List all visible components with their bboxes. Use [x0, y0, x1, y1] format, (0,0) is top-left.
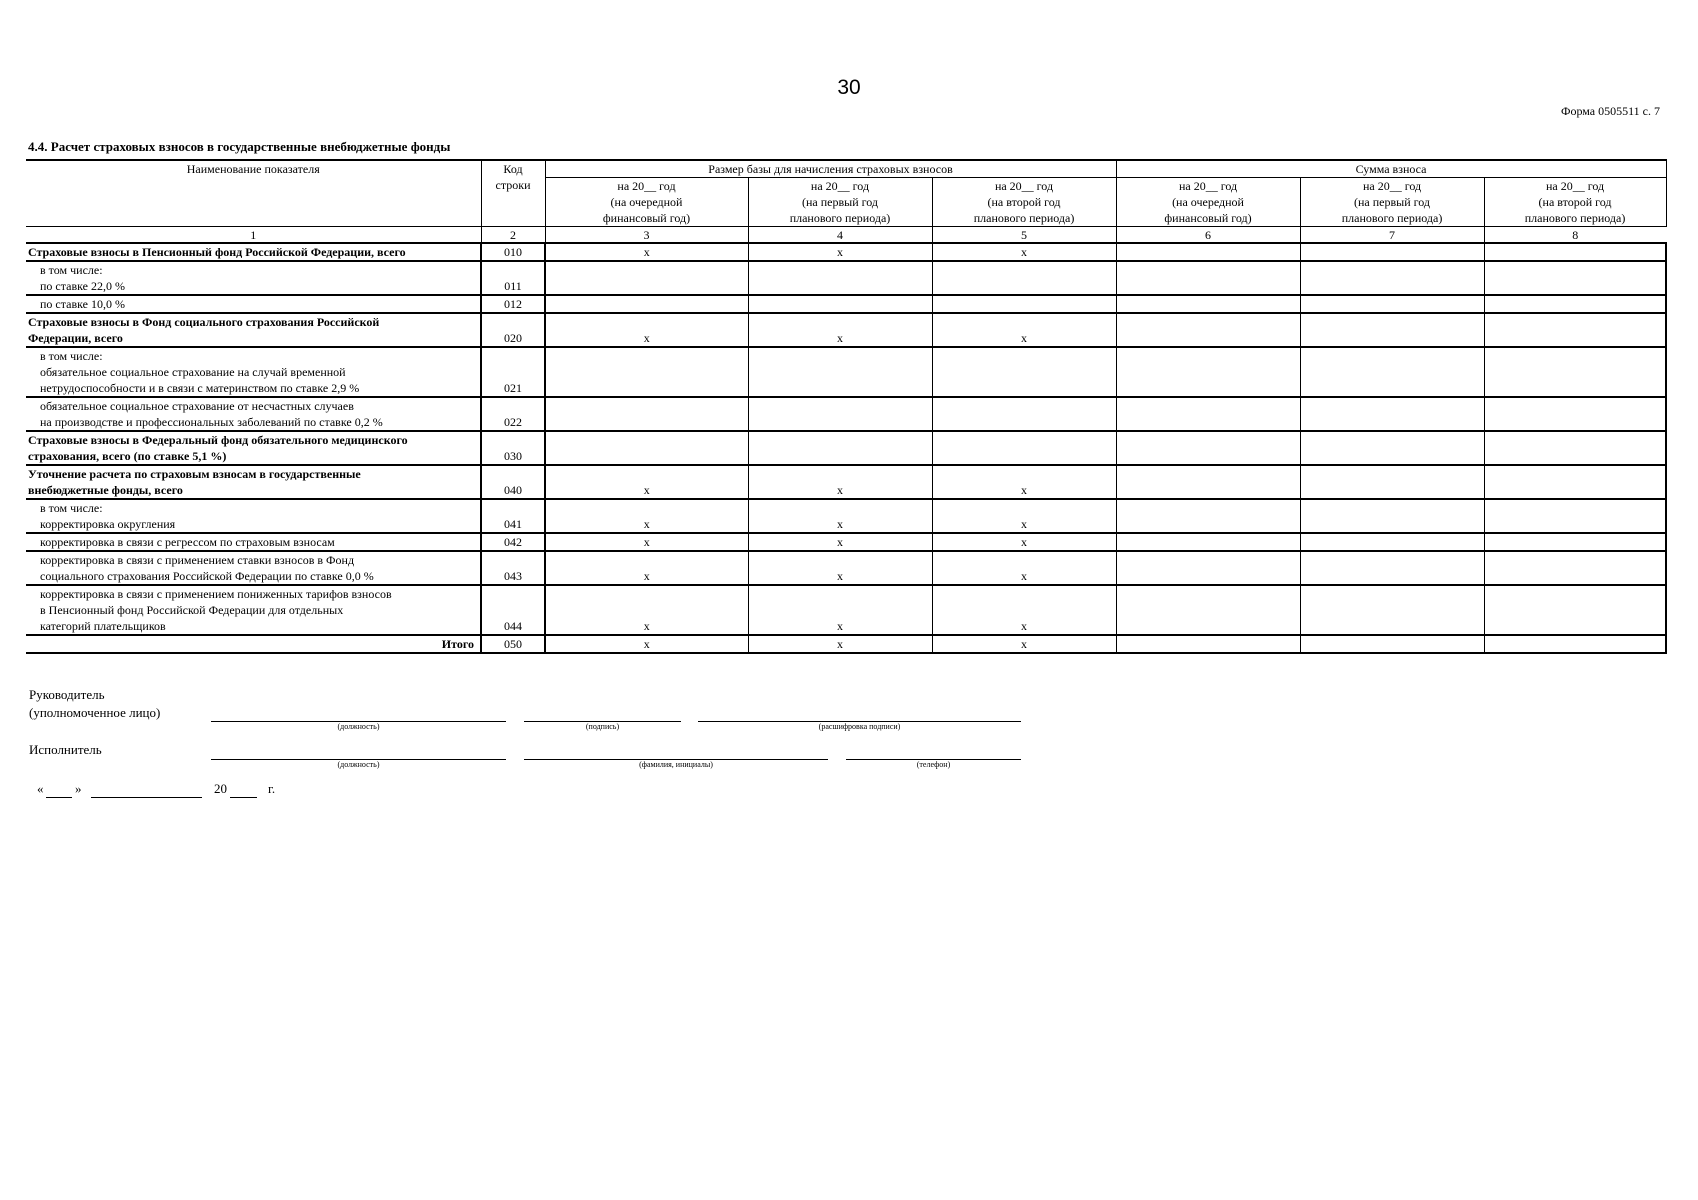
base-value-cell[interactable]: x [748, 243, 932, 261]
header-period-line: (на второй год [1538, 195, 1612, 209]
row-code: 011 [481, 261, 545, 295]
header-period-line: (на первый год [1354, 195, 1431, 209]
row-name-line: внебюджетные фонды, всего [28, 483, 183, 497]
row-name-line: социального страхования Российской Федерации по ставке 0,0 % [40, 569, 374, 583]
row-name [26, 551, 481, 585]
contributions-table [26, 159, 1667, 654]
contribution-value-cell[interactable] [1300, 551, 1484, 585]
column-number: 5 [932, 227, 1116, 244]
header-period-line: на 20__ год [810, 179, 870, 193]
contribution-value-cell[interactable] [1300, 397, 1484, 431]
base-value-cell[interactable]: x [748, 499, 932, 533]
table-row [26, 465, 1666, 499]
page-number: 30 [837, 76, 861, 99]
total-label: Итого [26, 635, 481, 653]
row-name [26, 431, 481, 465]
contribution-value-cell[interactable] [1116, 295, 1300, 313]
contribution-value-cell[interactable] [1300, 465, 1484, 499]
base-value-cell[interactable]: x [748, 465, 932, 499]
base-value-cell[interactable] [932, 347, 1116, 397]
row-name [26, 243, 481, 261]
head-label-line2: (уполномоченное лицо) [29, 705, 161, 720]
row-code: 030 [481, 431, 545, 465]
row-name-line: по ставке 22,0 % [40, 279, 125, 293]
header-period-6 [1116, 178, 1300, 227]
row-name-line: корректировка в связи с применением пониженных тарифов взносов [40, 587, 392, 601]
base-value-cell[interactable] [748, 295, 932, 313]
row-name-line: корректировка округления [40, 517, 176, 531]
table-row [26, 313, 1666, 347]
row-name [26, 295, 481, 313]
header-period-7 [1300, 178, 1484, 227]
base-value-cell[interactable] [932, 295, 1116, 313]
row-code: 022 [481, 397, 545, 431]
row-name-line: на производстве и профессиональных заболеваний по ставке 0,2 % [40, 415, 383, 429]
base-value-cell[interactable]: x [545, 243, 748, 261]
date-year-prefix: 20 [214, 781, 227, 796]
row-name [26, 397, 481, 431]
date-day-line[interactable] [46, 797, 72, 798]
row-name-line: обязательное социальное страхование от несчастных случаев [40, 399, 354, 413]
header-group-sum: Сумма взноса [1116, 160, 1666, 178]
column-number: 8 [1484, 227, 1666, 244]
contribution-value-cell[interactable] [1116, 499, 1300, 533]
row-code: 010 [481, 243, 545, 261]
contribution-value-cell[interactable] [1300, 347, 1484, 397]
contribution-value-cell[interactable] [1484, 313, 1666, 347]
header-code-line1: Код [503, 162, 523, 176]
base-value-cell[interactable]: x [545, 635, 748, 653]
base-value-cell[interactable]: x [748, 585, 932, 635]
contribution-value-cell[interactable] [1116, 397, 1300, 431]
row-name-line: по ставке 10,0 % [40, 297, 125, 311]
header-code-col [481, 160, 545, 227]
base-value-cell[interactable]: x [932, 551, 1116, 585]
header-name-col: Наименование показателя [26, 160, 481, 227]
contribution-value-cell[interactable] [1484, 397, 1666, 431]
base-value-cell[interactable]: x [932, 635, 1116, 653]
header-period-line: финансовый год) [602, 211, 691, 225]
header-period-8 [1484, 178, 1666, 227]
section-title: 4.4. Расчет страховых взносов в государственные внебюджетные фонды [28, 139, 451, 154]
row-name-line: нетрудоспособности и в связи с материнством по ставке 2,9 % [40, 381, 360, 395]
contribution-value-cell[interactable] [1116, 585, 1300, 635]
base-value-cell[interactable] [748, 261, 932, 295]
base-value-cell[interactable] [545, 347, 748, 397]
date-month-line[interactable] [91, 797, 202, 798]
contribution-value-cell[interactable] [1484, 465, 1666, 499]
row-name-line: Страховые взносы в Пенсионный фонд Российской Федерации, всего [28, 245, 406, 259]
caption-phone: (телефон) [916, 760, 951, 769]
contribution-value-cell[interactable] [1116, 635, 1300, 653]
base-value-cell[interactable] [932, 431, 1116, 465]
contribution-value-cell[interactable] [1300, 243, 1484, 261]
header-period-line: финансовый год) [1164, 211, 1252, 225]
contribution-value-cell[interactable] [1116, 243, 1300, 261]
header-period-line: (на очередной [1172, 195, 1244, 209]
base-value-cell[interactable]: x [545, 551, 748, 585]
row-code: 021 [481, 347, 545, 397]
header-period-line: планового периода) [789, 211, 891, 225]
row-code: 050 [481, 635, 545, 653]
row-name-line: страхования, всего (по ставке 5,1 %) [28, 449, 227, 463]
contribution-value-cell[interactable] [1484, 347, 1666, 397]
header-period-line: на 20__ год [617, 179, 676, 193]
contribution-value-cell[interactable] [1484, 295, 1666, 313]
contribution-value-cell[interactable] [1116, 347, 1300, 397]
header-period-line: на 20__ год [994, 179, 1054, 193]
base-value-cell[interactable]: x [545, 465, 748, 499]
row-name [26, 313, 481, 347]
row-name [26, 585, 481, 635]
header-period-line: на 20__ год [1545, 179, 1605, 193]
row-name-line: корректировка в связи с регрессом по страховым взносам [40, 535, 335, 549]
header-group-base: Размер базы для начисления страховых взносов [545, 160, 1116, 178]
base-value-cell[interactable] [748, 397, 932, 431]
contribution-value-cell[interactable] [1484, 261, 1666, 295]
base-value-cell[interactable] [545, 295, 748, 313]
row-code: 042 [481, 533, 545, 551]
base-value-cell[interactable] [932, 261, 1116, 295]
caption-fio: (фамилия, инициалы) [639, 760, 713, 769]
row-name [26, 499, 481, 533]
contribution-value-cell[interactable] [1484, 431, 1666, 465]
form-code: Форма 0505511 с. 7 [1560, 104, 1660, 118]
table-row [26, 397, 1666, 431]
header-period-4 [748, 178, 932, 227]
row-name-line: Федерации, всего [28, 331, 123, 345]
column-number: 6 [1116, 227, 1300, 244]
table-row [26, 431, 1666, 465]
base-value-cell[interactable]: x [545, 499, 748, 533]
row-code: 043 [481, 551, 545, 585]
contribution-value-cell[interactable] [1484, 585, 1666, 635]
contribution-value-cell[interactable] [1116, 313, 1300, 347]
date-year-line[interactable] [230, 797, 257, 798]
row-code: 044 [481, 585, 545, 635]
executor-label: Исполнитель [29, 742, 102, 757]
row-name-line: категорий плательщиков [40, 619, 166, 633]
contribution-value-cell[interactable] [1484, 551, 1666, 585]
contribution-value-cell[interactable] [1484, 243, 1666, 261]
row-name-line: Уточнение расчета по страховым взносам в государственные [28, 467, 361, 481]
header-period-5 [932, 178, 1116, 227]
base-value-cell[interactable]: x [932, 243, 1116, 261]
header-period-line: планового периода) [1341, 211, 1443, 225]
caption-decode: (расшифровка подписи) [818, 722, 901, 731]
contribution-value-cell[interactable] [1300, 261, 1484, 295]
table-row [26, 635, 1666, 653]
row-code: 020 [481, 313, 545, 347]
header-period-line: (на первый год [801, 195, 879, 209]
head-label [29, 686, 160, 722]
base-value-cell[interactable]: x [545, 533, 748, 551]
contribution-value-cell[interactable] [1484, 533, 1666, 551]
caption-executor-position: (должность) [337, 760, 380, 769]
base-value-cell[interactable]: x [932, 533, 1116, 551]
caption-position: (должность) [337, 722, 380, 731]
header-period-line: на 20__ год [1362, 179, 1422, 193]
base-value-cell[interactable]: x [748, 551, 932, 585]
header-period-line: (на очередной [610, 195, 683, 209]
column-number: 2 [481, 227, 545, 244]
date-close-quote: » [75, 781, 82, 796]
header-period-3 [545, 178, 748, 227]
row-name-line: корректировка в связи с применением ставки взносов в Фонд [40, 553, 355, 567]
base-value-cell[interactable]: x [545, 313, 748, 347]
table-row [26, 499, 1666, 533]
contribution-value-cell[interactable] [1300, 313, 1484, 347]
row-name [26, 465, 481, 499]
column-number: 1 [26, 227, 481, 244]
table-row [26, 295, 1666, 313]
row-name-line: Страховые взносы в Фонд социального страхования Российской [28, 315, 380, 329]
table-row [26, 261, 1666, 295]
base-value-cell[interactable]: x [748, 533, 932, 551]
table-row [26, 243, 1666, 261]
base-value-cell[interactable] [545, 397, 748, 431]
row-name-line: в том числе: [40, 349, 103, 363]
contribution-value-cell[interactable] [1484, 635, 1666, 653]
base-value-cell[interactable] [748, 431, 932, 465]
column-number: 7 [1300, 227, 1484, 244]
column-number-row [26, 227, 1666, 244]
contribution-value-cell[interactable] [1116, 551, 1300, 585]
row-name-line: Страховые взносы в Федеральный фонд обязательного медицинского [28, 433, 408, 447]
row-name [26, 533, 481, 551]
table-body [26, 243, 1666, 653]
date-suffix: г. [268, 781, 276, 796]
base-value-cell[interactable]: x [545, 585, 748, 635]
header-period-line: на 20__ год [1178, 179, 1238, 193]
column-number: 4 [748, 227, 932, 244]
base-value-cell[interactable]: x [748, 313, 932, 347]
table-row [26, 585, 1666, 635]
row-name [26, 261, 481, 295]
row-name-line: обязательное социальное страхование на случай временной [40, 365, 346, 379]
row-code: 041 [481, 499, 545, 533]
row-name-line: в том числе: [40, 501, 103, 515]
contribution-value-cell[interactable] [1116, 261, 1300, 295]
base-value-cell[interactable] [932, 397, 1116, 431]
base-value-cell[interactable]: x [932, 313, 1116, 347]
base-value-cell[interactable] [545, 431, 748, 465]
table-row [26, 551, 1666, 585]
date-open-quote: « [37, 781, 44, 796]
row-name [26, 347, 481, 397]
header-period-line: планового периода) [973, 211, 1075, 225]
base-value-cell[interactable] [545, 261, 748, 295]
contribution-value-cell[interactable] [1300, 635, 1484, 653]
table-row [26, 347, 1666, 397]
base-value-cell[interactable] [748, 347, 932, 397]
contribution-value-cell[interactable] [1300, 585, 1484, 635]
base-value-cell[interactable]: x [932, 499, 1116, 533]
base-value-cell[interactable]: x [748, 635, 932, 653]
contribution-value-cell[interactable] [1300, 295, 1484, 313]
header-code-line2: строки [495, 178, 531, 192]
contribution-value-cell[interactable] [1300, 499, 1484, 533]
contribution-value-cell[interactable] [1116, 431, 1300, 465]
contribution-value-cell[interactable] [1300, 533, 1484, 551]
table-row [26, 533, 1666, 551]
base-value-cell[interactable]: x [932, 585, 1116, 635]
row-code: 012 [481, 295, 545, 313]
row-name-line: в Пенсионный фонд Российской Федерации для отдельных [40, 603, 344, 617]
contribution-value-cell[interactable] [1116, 465, 1300, 499]
row-code: 040 [481, 465, 545, 499]
caption-signature: (подпись) [585, 722, 620, 731]
contribution-value-cell[interactable] [1300, 431, 1484, 465]
head-label-line1: Руководитель [29, 687, 105, 702]
column-number: 3 [545, 227, 748, 244]
contribution-value-cell[interactable] [1116, 533, 1300, 551]
header-period-line: планового периода) [1524, 211, 1626, 225]
contribution-value-cell[interactable] [1484, 499, 1666, 533]
header-period-line: (на второй год [987, 195, 1061, 209]
row-name-line: в том числе: [40, 263, 103, 277]
base-value-cell[interactable]: x [932, 465, 1116, 499]
